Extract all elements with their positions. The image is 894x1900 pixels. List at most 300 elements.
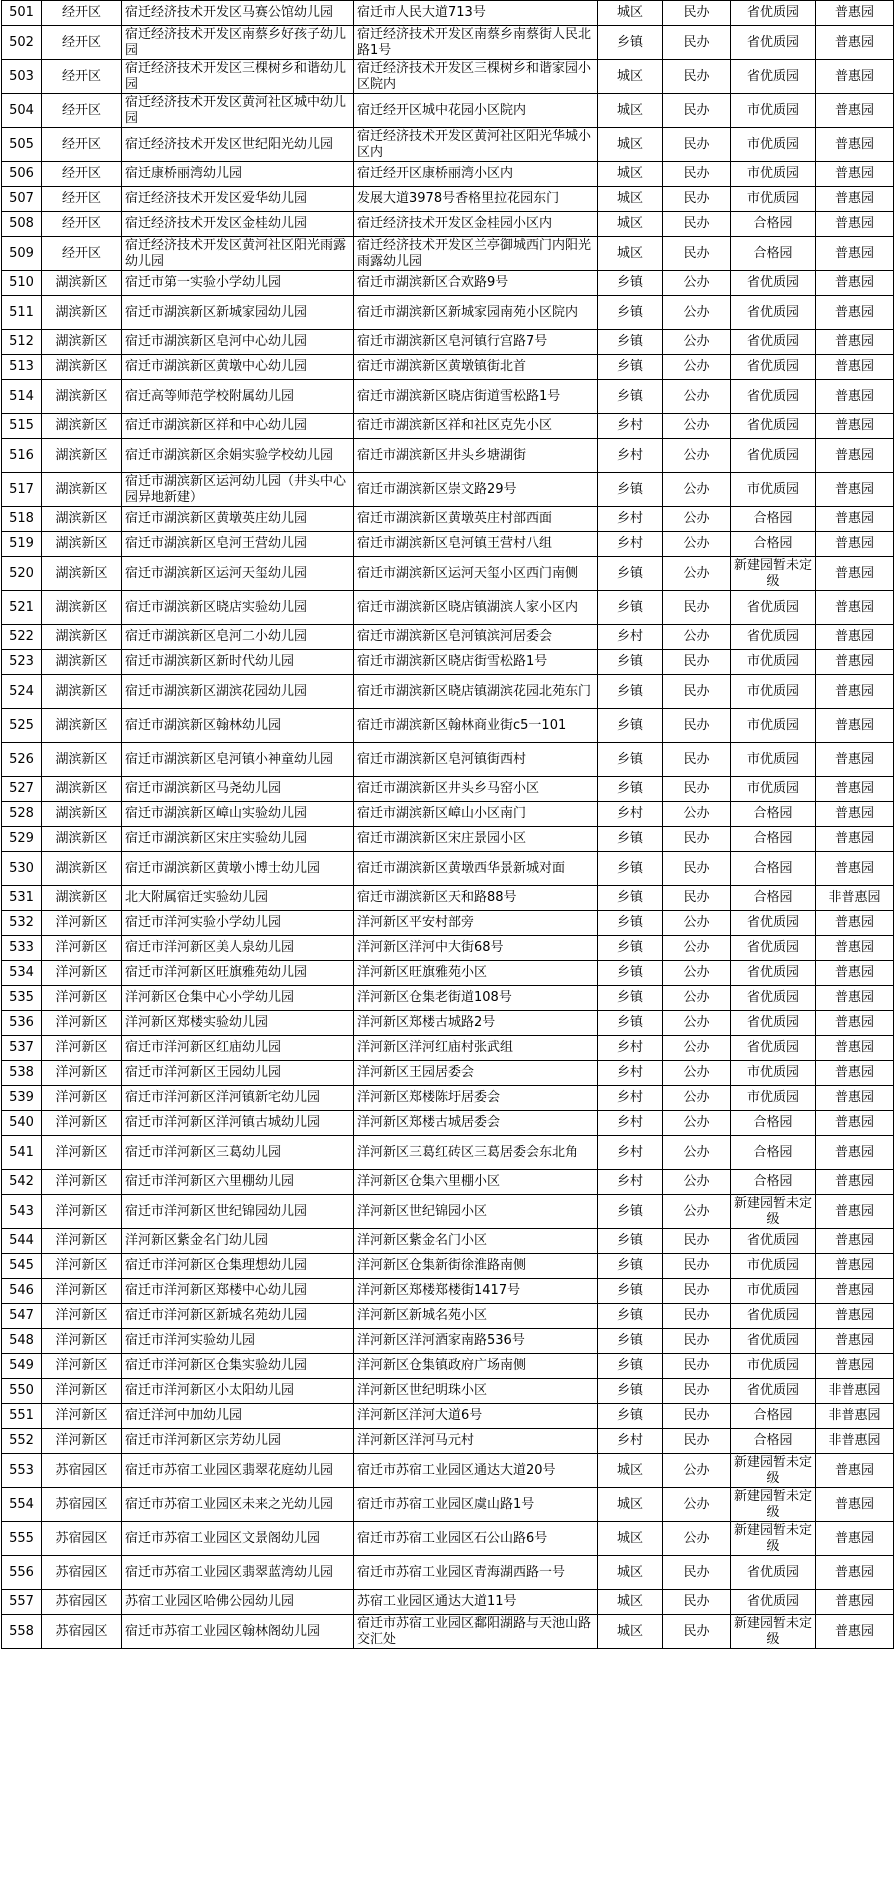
kindergarten-name-cell: 宿迁市湖滨新区翰林幼儿园 xyxy=(122,709,354,743)
kindergarten-name-cell: 宿迁市洋河新区洋河镇新宅幼儿园 xyxy=(122,1086,354,1111)
row-number: 503 xyxy=(2,60,42,94)
address-cell: 洋河新区郑楼郑楼街1417号 xyxy=(354,1279,598,1304)
row-number: 521 xyxy=(2,591,42,625)
row-number: 551 xyxy=(2,1404,42,1429)
district-cell: 经开区 xyxy=(42,1,122,26)
ownership-cell: 民办 xyxy=(663,237,731,271)
address-cell: 洋河新区旺旗雅苑小区 xyxy=(354,961,598,986)
district-cell: 洋河新区 xyxy=(42,936,122,961)
ownership-cell: 民办 xyxy=(663,650,731,675)
area-type-cell: 乡镇 xyxy=(598,911,663,936)
table-row xyxy=(2,1229,894,1254)
address-cell: 宿迁经济技术开发区金桂园小区内 xyxy=(354,212,598,237)
table-row xyxy=(2,1170,894,1195)
row-number: 523 xyxy=(2,650,42,675)
grade-cell: 合格园 xyxy=(731,212,816,237)
ownership-cell: 民办 xyxy=(663,743,731,777)
address-cell: 宿迁经济技术开发区南蔡乡南蔡街人民北路1号 xyxy=(354,26,598,60)
inclusive-status-cell: 普惠园 xyxy=(816,1522,894,1556)
address-cell: 宿迁市湖滨新区晓店镇湖滨花园北苑东门 xyxy=(354,675,598,709)
row-number: 507 xyxy=(2,187,42,212)
inclusive-status-cell: 普惠园 xyxy=(816,380,894,414)
grade-cell: 省优质园 xyxy=(731,26,816,60)
district-cell: 经开区 xyxy=(42,26,122,60)
inclusive-status-cell: 普惠园 xyxy=(816,1279,894,1304)
area-type-cell: 乡镇 xyxy=(598,1011,663,1036)
area-type-cell: 城区 xyxy=(598,60,663,94)
area-type-cell: 乡村 xyxy=(598,625,663,650)
address-cell: 宿迁市湖滨新区翰林商业街c5一101 xyxy=(354,709,598,743)
ownership-cell: 公办 xyxy=(663,802,731,827)
address-cell: 洋河新区洋河中大街68号 xyxy=(354,936,598,961)
address-cell: 宿迁市湖滨新区宋庄景园小区 xyxy=(354,827,598,852)
grade-cell: 合格园 xyxy=(731,237,816,271)
row-number: 522 xyxy=(2,625,42,650)
district-cell: 湖滨新区 xyxy=(42,709,122,743)
row-number: 557 xyxy=(2,1590,42,1615)
area-type-cell: 城区 xyxy=(598,1,663,26)
inclusive-status-cell: 普惠园 xyxy=(816,162,894,187)
inclusive-status-cell: 普惠园 xyxy=(816,911,894,936)
grade-cell: 省优质园 xyxy=(731,591,816,625)
area-type-cell: 乡镇 xyxy=(598,1279,663,1304)
row-number: 515 xyxy=(2,414,42,439)
grade-cell: 省优质园 xyxy=(731,1379,816,1404)
address-cell: 宿迁经济技术开发区黄河社区阳光华城小区内 xyxy=(354,128,598,162)
grade-cell: 省优质园 xyxy=(731,439,816,473)
table-row xyxy=(2,936,894,961)
table-row xyxy=(2,886,894,911)
row-number: 519 xyxy=(2,532,42,557)
district-cell: 苏宿园区 xyxy=(42,1454,122,1488)
district-cell: 湖滨新区 xyxy=(42,886,122,911)
district-cell: 洋河新区 xyxy=(42,1379,122,1404)
table-row xyxy=(2,1379,894,1404)
address-cell: 宿迁市湖滨新区嶂山小区南门 xyxy=(354,802,598,827)
table-row xyxy=(2,1036,894,1061)
grade-cell: 省优质园 xyxy=(731,271,816,296)
district-cell: 洋河新区 xyxy=(42,1111,122,1136)
ownership-cell: 民办 xyxy=(663,1590,731,1615)
grade-cell: 市优质园 xyxy=(731,94,816,128)
grade-cell: 省优质园 xyxy=(731,296,816,330)
address-cell: 洋河新区新城名苑小区 xyxy=(354,1304,598,1329)
ownership-cell: 民办 xyxy=(663,94,731,128)
inclusive-status-cell: 普惠园 xyxy=(816,330,894,355)
address-cell: 宿迁市湖滨新区晓店街道雪松路1号 xyxy=(354,380,598,414)
area-type-cell: 乡镇 xyxy=(598,936,663,961)
table-row xyxy=(2,532,894,557)
ownership-cell: 民办 xyxy=(663,128,731,162)
ownership-cell: 公办 xyxy=(663,380,731,414)
kindergarten-name-cell: 宿迁经济技术开发区爱华幼儿园 xyxy=(122,187,354,212)
grade-cell: 省优质园 xyxy=(731,1304,816,1329)
grade-cell: 市优质园 xyxy=(731,650,816,675)
area-type-cell: 城区 xyxy=(598,1488,663,1522)
district-cell: 洋河新区 xyxy=(42,1279,122,1304)
area-type-cell: 乡村 xyxy=(598,1170,663,1195)
inclusive-status-cell: 普惠园 xyxy=(816,507,894,532)
inclusive-status-cell: 普惠园 xyxy=(816,625,894,650)
district-cell: 洋河新区 xyxy=(42,1170,122,1195)
kindergarten-name-cell: 宿迁市湖滨新区嶂山实验幼儿园 xyxy=(122,802,354,827)
kindergarten-name-cell: 宿迁市洋河实验小学幼儿园 xyxy=(122,911,354,936)
area-type-cell: 乡镇 xyxy=(598,355,663,380)
table-row xyxy=(2,557,894,591)
address-cell: 苏宿工业园区通达大道11号 xyxy=(354,1590,598,1615)
kindergarten-table xyxy=(1,0,894,1649)
inclusive-status-cell: 普惠园 xyxy=(816,1111,894,1136)
row-number: 509 xyxy=(2,237,42,271)
inclusive-status-cell: 非普惠园 xyxy=(816,1404,894,1429)
table-row xyxy=(2,507,894,532)
grade-cell: 省优质园 xyxy=(731,330,816,355)
table-row xyxy=(2,237,894,271)
inclusive-status-cell: 普惠园 xyxy=(816,1454,894,1488)
table-row xyxy=(2,26,894,60)
row-number: 501 xyxy=(2,1,42,26)
address-cell: 宿迁市湖滨新区祥和社区克先小区 xyxy=(354,414,598,439)
area-type-cell: 乡镇 xyxy=(598,1404,663,1429)
area-type-cell: 乡镇 xyxy=(598,743,663,777)
address-cell: 宿迁市苏宿工业园区虞山路1号 xyxy=(354,1488,598,1522)
kindergarten-name-cell: 宿迁市洋河新区旺旗雅苑幼儿园 xyxy=(122,961,354,986)
kindergarten-name-cell: 宿迁市湖滨新区运河天玺幼儿园 xyxy=(122,557,354,591)
inclusive-status-cell: 普惠园 xyxy=(816,1170,894,1195)
ownership-cell: 公办 xyxy=(663,355,731,380)
district-cell: 经开区 xyxy=(42,237,122,271)
inclusive-status-cell: 普惠园 xyxy=(816,271,894,296)
row-number: 540 xyxy=(2,1111,42,1136)
ownership-cell: 公办 xyxy=(663,1011,731,1036)
kindergarten-name-cell: 洋河新区仓集中心小学幼儿园 xyxy=(122,986,354,1011)
area-type-cell: 城区 xyxy=(598,1590,663,1615)
inclusive-status-cell: 普惠园 xyxy=(816,1615,894,1649)
address-cell: 宿迁市苏宿工业园区通达大道20号 xyxy=(354,1454,598,1488)
area-type-cell: 乡村 xyxy=(598,1086,663,1111)
kindergarten-name-cell: 宿迁经济技术开发区黄河社区城中幼儿园 xyxy=(122,94,354,128)
ownership-cell: 公办 xyxy=(663,986,731,1011)
inclusive-status-cell: 普惠园 xyxy=(816,473,894,507)
address-cell: 宿迁市湖滨新区黄墩西华景新城对面 xyxy=(354,852,598,886)
inclusive-status-cell: 普惠园 xyxy=(816,827,894,852)
kindergarten-name-cell: 宿迁市第一实验小学幼儿园 xyxy=(122,271,354,296)
area-type-cell: 乡镇 xyxy=(598,1195,663,1229)
inclusive-status-cell: 普惠园 xyxy=(816,1556,894,1590)
row-number: 553 xyxy=(2,1454,42,1488)
table-row xyxy=(2,961,894,986)
row-number: 502 xyxy=(2,26,42,60)
grade-cell: 合格园 xyxy=(731,1111,816,1136)
inclusive-status-cell: 普惠园 xyxy=(816,1061,894,1086)
grade-cell: 市优质园 xyxy=(731,709,816,743)
inclusive-status-cell: 普惠园 xyxy=(816,743,894,777)
address-cell: 宿迁经开区康桥丽湾小区内 xyxy=(354,162,598,187)
grade-cell: 市优质园 xyxy=(731,128,816,162)
row-number: 512 xyxy=(2,330,42,355)
row-number: 518 xyxy=(2,507,42,532)
row-number: 533 xyxy=(2,936,42,961)
ownership-cell: 公办 xyxy=(663,271,731,296)
inclusive-status-cell: 普惠园 xyxy=(816,1488,894,1522)
area-type-cell: 乡镇 xyxy=(598,473,663,507)
ownership-cell: 民办 xyxy=(663,1329,731,1354)
address-cell: 宿迁市湖滨新区晓店街雪松路1号 xyxy=(354,650,598,675)
district-cell: 湖滨新区 xyxy=(42,355,122,380)
table-row xyxy=(2,355,894,380)
kindergarten-name-cell: 宿迁市洋河新区洋河镇古城幼儿园 xyxy=(122,1111,354,1136)
area-type-cell: 乡镇 xyxy=(598,1354,663,1379)
address-cell: 洋河新区洋河酒家南路536号 xyxy=(354,1329,598,1354)
ownership-cell: 公办 xyxy=(663,473,731,507)
area-type-cell: 乡镇 xyxy=(598,886,663,911)
grade-cell: 市优质园 xyxy=(731,1254,816,1279)
district-cell: 湖滨新区 xyxy=(42,743,122,777)
ownership-cell: 民办 xyxy=(663,1279,731,1304)
ownership-cell: 民办 xyxy=(663,1229,731,1254)
inclusive-status-cell: 普惠园 xyxy=(816,1,894,26)
grade-cell: 市优质园 xyxy=(731,1061,816,1086)
address-cell: 宿迁市湖滨新区皂河镇王营村八组 xyxy=(354,532,598,557)
inclusive-status-cell: 普惠园 xyxy=(816,986,894,1011)
kindergarten-name-cell: 北大附属宿迁实验幼儿园 xyxy=(122,886,354,911)
address-cell: 洋河新区洋河大道6号 xyxy=(354,1404,598,1429)
district-cell: 经开区 xyxy=(42,128,122,162)
inclusive-status-cell: 普惠园 xyxy=(816,777,894,802)
row-number: 556 xyxy=(2,1556,42,1590)
area-type-cell: 乡村 xyxy=(598,1036,663,1061)
area-type-cell: 乡村 xyxy=(598,1111,663,1136)
table-row xyxy=(2,1254,894,1279)
inclusive-status-cell: 非普惠园 xyxy=(816,886,894,911)
district-cell: 洋河新区 xyxy=(42,1329,122,1354)
table-row xyxy=(2,852,894,886)
table-row xyxy=(2,1061,894,1086)
kindergarten-name-cell: 宿迁市湖滨新区皂河王营幼儿园 xyxy=(122,532,354,557)
table-row xyxy=(2,650,894,675)
ownership-cell: 民办 xyxy=(663,1556,731,1590)
address-cell: 宿迁市湖滨新区晓店镇湖滨人家小区内 xyxy=(354,591,598,625)
kindergarten-name-cell: 宿迁市湖滨新区黄墩中心幼儿园 xyxy=(122,355,354,380)
area-type-cell: 城区 xyxy=(598,187,663,212)
table-row xyxy=(2,187,894,212)
ownership-cell: 公办 xyxy=(663,557,731,591)
district-cell: 洋河新区 xyxy=(42,1011,122,1036)
area-type-cell: 乡镇 xyxy=(598,591,663,625)
grade-cell: 合格园 xyxy=(731,1429,816,1454)
district-cell: 湖滨新区 xyxy=(42,439,122,473)
table-row xyxy=(2,94,894,128)
address-cell: 发展大道3978号香格里拉花园东门 xyxy=(354,187,598,212)
district-cell: 洋河新区 xyxy=(42,1354,122,1379)
address-cell: 宿迁市湖滨新区皂河镇行宫路7号 xyxy=(354,330,598,355)
address-cell: 洋河新区仓集六里棚小区 xyxy=(354,1170,598,1195)
kindergarten-name-cell: 宿迁市湖滨新区祥和中心幼儿园 xyxy=(122,414,354,439)
row-number: 536 xyxy=(2,1011,42,1036)
area-type-cell: 乡村 xyxy=(598,439,663,473)
address-cell: 宿迁市人民大道713号 xyxy=(354,1,598,26)
inclusive-status-cell: 普惠园 xyxy=(816,591,894,625)
grade-cell: 省优质园 xyxy=(731,1036,816,1061)
district-cell: 湖滨新区 xyxy=(42,675,122,709)
row-number: 539 xyxy=(2,1086,42,1111)
ownership-cell: 公办 xyxy=(663,1170,731,1195)
district-cell: 经开区 xyxy=(42,60,122,94)
inclusive-status-cell: 普惠园 xyxy=(816,1136,894,1170)
area-type-cell: 城区 xyxy=(598,1556,663,1590)
row-number: 511 xyxy=(2,296,42,330)
district-cell: 湖滨新区 xyxy=(42,473,122,507)
ownership-cell: 民办 xyxy=(663,886,731,911)
row-number: 545 xyxy=(2,1254,42,1279)
address-cell: 宿迁市湖滨新区新城家园南苑小区院内 xyxy=(354,296,598,330)
inclusive-status-cell: 普惠园 xyxy=(816,1254,894,1279)
district-cell: 经开区 xyxy=(42,94,122,128)
kindergarten-name-cell: 宿迁市洋河新区美人泉幼儿园 xyxy=(122,936,354,961)
grade-cell: 合格园 xyxy=(731,1136,816,1170)
area-type-cell: 乡镇 xyxy=(598,1379,663,1404)
grade-cell: 省优质园 xyxy=(731,1590,816,1615)
district-cell: 湖滨新区 xyxy=(42,852,122,886)
area-type-cell: 乡村 xyxy=(598,1061,663,1086)
row-number: 548 xyxy=(2,1329,42,1354)
row-number: 504 xyxy=(2,94,42,128)
kindergarten-name-cell: 宿迁市苏宿工业园区文景阁幼儿园 xyxy=(122,1522,354,1556)
row-number: 527 xyxy=(2,777,42,802)
grade-cell: 市优质园 xyxy=(731,1354,816,1379)
grade-cell: 市优质园 xyxy=(731,187,816,212)
address-cell: 洋河新区仓集新街徐淮路南侧 xyxy=(354,1254,598,1279)
kindergarten-name-cell: 宿迁市洋河新区仓集实验幼儿园 xyxy=(122,1354,354,1379)
ownership-cell: 民办 xyxy=(663,26,731,60)
inclusive-status-cell: 普惠园 xyxy=(816,1036,894,1061)
row-number: 535 xyxy=(2,986,42,1011)
address-cell: 洋河新区世纪明珠小区 xyxy=(354,1379,598,1404)
grade-cell: 市优质园 xyxy=(731,473,816,507)
inclusive-status-cell: 普惠园 xyxy=(816,1011,894,1036)
ownership-cell: 公办 xyxy=(663,1111,731,1136)
area-type-cell: 城区 xyxy=(598,1615,663,1649)
ownership-cell: 民办 xyxy=(663,1254,731,1279)
address-cell: 宿迁经开区城中花园小区院内 xyxy=(354,94,598,128)
area-type-cell: 乡村 xyxy=(598,1429,663,1454)
area-type-cell: 城区 xyxy=(598,128,663,162)
table-row xyxy=(2,1195,894,1229)
kindergarten-name-cell: 宿迁市湖滨新区皂河二小幼儿园 xyxy=(122,625,354,650)
grade-cell: 合格园 xyxy=(731,1170,816,1195)
address-cell: 洋河新区三葛红砖区三葛居委会东北角 xyxy=(354,1136,598,1170)
table-row xyxy=(2,1136,894,1170)
grade-cell: 省优质园 xyxy=(731,986,816,1011)
row-number: 524 xyxy=(2,675,42,709)
ownership-cell: 公办 xyxy=(663,1036,731,1061)
ownership-cell: 公办 xyxy=(663,625,731,650)
grade-cell: 省优质园 xyxy=(731,1329,816,1354)
district-cell: 湖滨新区 xyxy=(42,557,122,591)
district-cell: 洋河新区 xyxy=(42,1195,122,1229)
kindergarten-name-cell: 宿迁洋河中加幼儿园 xyxy=(122,1404,354,1429)
grade-cell: 市优质园 xyxy=(731,777,816,802)
kindergarten-name-cell: 宿迁市湖滨新区新时代幼儿园 xyxy=(122,650,354,675)
kindergarten-name-cell: 宿迁经济技术开发区马赛公馆幼儿园 xyxy=(122,1,354,26)
table-row xyxy=(2,1404,894,1429)
grade-cell: 新建园暂未定级 xyxy=(731,1454,816,1488)
grade-cell: 市优质园 xyxy=(731,162,816,187)
inclusive-status-cell: 非普惠园 xyxy=(816,1379,894,1404)
area-type-cell: 城区 xyxy=(598,162,663,187)
district-cell: 经开区 xyxy=(42,187,122,212)
ownership-cell: 公办 xyxy=(663,507,731,532)
ownership-cell: 民办 xyxy=(663,1,731,26)
table-row xyxy=(2,1615,894,1649)
district-cell: 苏宿园区 xyxy=(42,1556,122,1590)
grade-cell: 市优质园 xyxy=(731,675,816,709)
ownership-cell: 公办 xyxy=(663,1061,731,1086)
kindergarten-name-cell: 宿迁市苏宿工业园区翡翠蓝湾幼儿园 xyxy=(122,1556,354,1590)
kindergarten-name-cell: 宿迁市湖滨新区新城家园幼儿园 xyxy=(122,296,354,330)
table-row xyxy=(2,709,894,743)
grade-cell: 合格园 xyxy=(731,802,816,827)
ownership-cell: 民办 xyxy=(663,60,731,94)
row-number: 508 xyxy=(2,212,42,237)
table-row xyxy=(2,1011,894,1036)
district-cell: 湖滨新区 xyxy=(42,532,122,557)
address-cell: 宿迁市苏宿工业园区石公山路6号 xyxy=(354,1522,598,1556)
ownership-cell: 公办 xyxy=(663,1454,731,1488)
ownership-cell: 民办 xyxy=(663,827,731,852)
kindergarten-name-cell: 宿迁市洋河新区世纪锦园幼儿园 xyxy=(122,1195,354,1229)
address-cell: 洋河新区王园居委会 xyxy=(354,1061,598,1086)
district-cell: 湖滨新区 xyxy=(42,827,122,852)
area-type-cell: 乡镇 xyxy=(598,1229,663,1254)
address-cell: 宿迁市湖滨新区黄墩镇街北首 xyxy=(354,355,598,380)
kindergarten-name-cell: 宿迁市洋河新区郑楼中心幼儿园 xyxy=(122,1279,354,1304)
table-row xyxy=(2,1329,894,1354)
inclusive-status-cell: 普惠园 xyxy=(816,237,894,271)
table-row xyxy=(2,911,894,936)
row-number: 513 xyxy=(2,355,42,380)
row-number: 552 xyxy=(2,1429,42,1454)
district-cell: 苏宿园区 xyxy=(42,1488,122,1522)
table-row xyxy=(2,1279,894,1304)
area-type-cell: 乡村 xyxy=(598,802,663,827)
row-number: 543 xyxy=(2,1195,42,1229)
kindergarten-name-cell: 宿迁经济技术开发区世纪阳光幼儿园 xyxy=(122,128,354,162)
row-number: 510 xyxy=(2,271,42,296)
district-cell: 湖滨新区 xyxy=(42,591,122,625)
area-type-cell: 乡镇 xyxy=(598,1254,663,1279)
inclusive-status-cell: 普惠园 xyxy=(816,936,894,961)
row-number: 530 xyxy=(2,852,42,886)
row-number: 549 xyxy=(2,1354,42,1379)
address-cell: 宿迁市湖滨新区皂河镇滨河居委会 xyxy=(354,625,598,650)
area-type-cell: 乡镇 xyxy=(598,330,663,355)
row-number: 534 xyxy=(2,961,42,986)
grade-cell: 省优质园 xyxy=(731,60,816,94)
district-cell: 苏宿园区 xyxy=(42,1522,122,1556)
kindergarten-name-cell: 宿迁市湖滨新区黄墩小博士幼儿园 xyxy=(122,852,354,886)
address-cell: 宿迁市湖滨新区井头乡塘湖街 xyxy=(354,439,598,473)
table-row xyxy=(2,1488,894,1522)
district-cell: 经开区 xyxy=(42,162,122,187)
ownership-cell: 民办 xyxy=(663,1404,731,1429)
table-row xyxy=(2,675,894,709)
address-cell: 宿迁市湖滨新区运河天玺小区西门南侧 xyxy=(354,557,598,591)
area-type-cell: 城区 xyxy=(598,94,663,128)
inclusive-status-cell: 普惠园 xyxy=(816,675,894,709)
inclusive-status-cell: 普惠园 xyxy=(816,355,894,380)
row-number: 514 xyxy=(2,380,42,414)
